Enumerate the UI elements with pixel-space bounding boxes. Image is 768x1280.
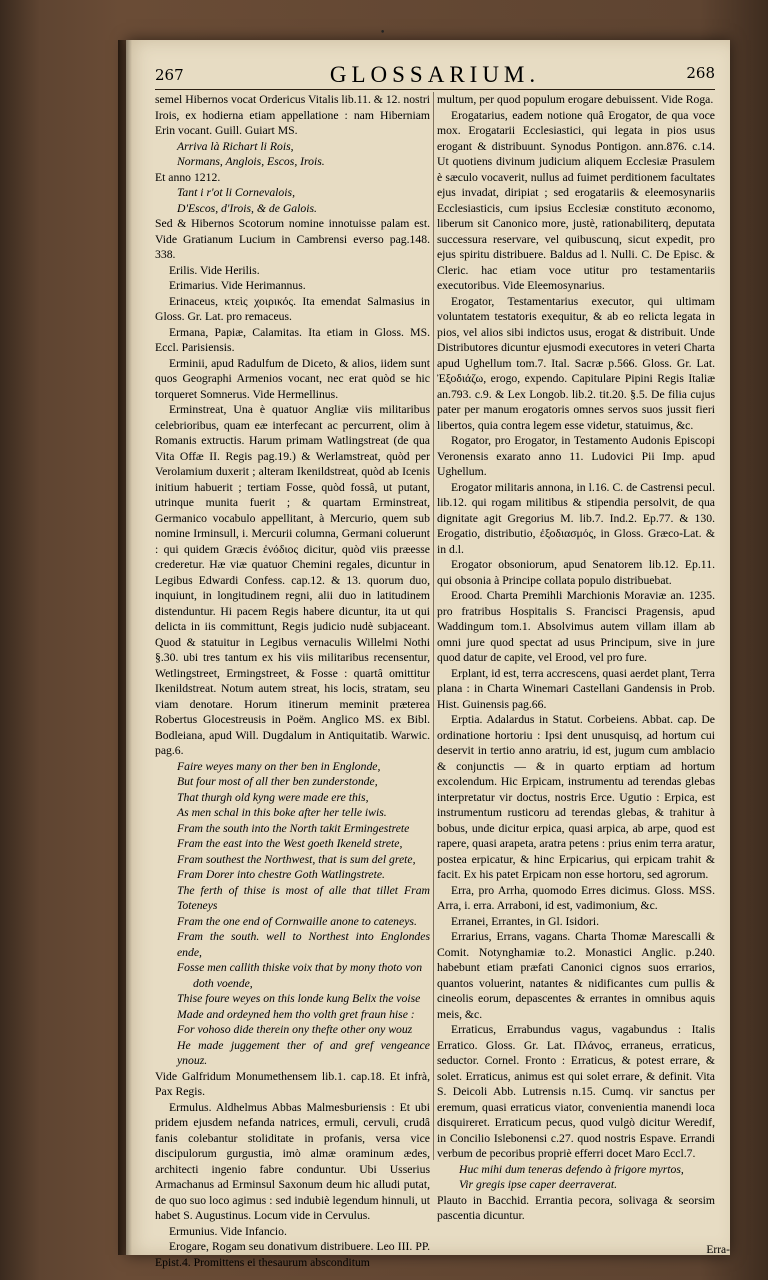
glossary-entry: Erplant, id est, terra accrescens, quasi aerdet plant, Terra plana : in Charta Winemari Castellani Gandensis in Prob. Hist. Guinensis pag.66.: [437, 666, 715, 711]
glossary-entry: Erminii, apud Radulfum de Diceto, & alios, iidem sunt quos Geographi Armenios vocant, nec erat quòd se hic torqueret Somnerus. Vide Hermellinus.: [155, 356, 430, 401]
glossary-entry: Errarius, Errans, vagans. Charta Thomæ Marescalli & Comit. Notynghamiæ to.2. Monastici Anglic. p.240. habebunt etiam præfati Canonici cignos suos errarios, quantos voluerint, natantes & nidificantes cum pullis & cineolis eorum, depascentes & errantes in omnibus aquis meis, &c.: [437, 930, 715, 1021]
text-paragraph: Et anno 1212.: [155, 170, 221, 184]
text-paragraph: Sed & Hibernos Scotorum nomine innotuisse palam est. Vide Gratianum Lucium in Cambrensi everso pag.148. 338.: [155, 217, 430, 261]
verse-line: Fram the south into the North takit Ermingestrete: [177, 821, 410, 835]
glossary-entry: Erra, pro Arrha, quomodo Erres dicimus. Gloss. MSS. Arra, i. erra. Arraboni, id est, vadimonium, &c.: [437, 883, 715, 912]
glossary-entry: Erogatarius, eadem notione quâ Erogator, de qua voce mox. Erogatarii Ecclesiastici, qui legata in pios usus erogant & distribuunt. Synodus Pontigon. ann.876. c.14. Ut quotiens divinum judicium aliquem Ecclesiæ Prasulem è sæculo vocaverit, nullus ad fuimet perditionem facultates ejus invadat, diripiat ; sed erogatariis & eleemosynariis Ecclesiasticis, cum ipsius Ecclesiæ constituto æconomo, liberum sit Canonico more, justè, rationabiliterq, deputata successura reservare, vel quibuscunq, sicut expedit, pro ejus spiritu distribuere. Baldus ad l. Nulli. C. De Episc. & Cleric. hac etiam voce utitur pro testamentariis executoribus. Vide Eleemosynarius.: [437, 108, 715, 292]
glossary-entry: Erptia. Adalardus in Statut. Corbeiens. Abbat. cap. De ordinatione hortoriu : Ipsi dent unusquisq, ad hortum cui deservit in tertio anno aratriu, id est, jugum cum amblacio & conjunctis — & in quarto erptiam ad hortum excolendum. Hic Erpicam, instrumentu ad terendas glebas interpretatur vir doctus, nostris Erce. Ugutio : Erpica, est instrumentum rusticoru ad terendas glebas, & trahitur à bobus, unde dicitur erpica, quasi arpica, ab arpe, quod est rapere, quasi arapeta, aratra petens : prius enim terra aratur, postea erpicatur, & hinc Erpicarius, qui erpicam trahit & facit. Ex his patet Erpicam non esse hortoru, sed agrorum.: [437, 713, 715, 881]
right-column: [437, 92, 715, 1224]
glossary-entry: Erogator militaris annona, in l.16. C. de Castrensi pecul. lib.12. qui rogam militibus & stipendia persolvit, de qua dignitate agit Gregorius M. lib.7. Ind.2. Ep.77. & 130. Erogatio, distributio, ἐξοδιασμός, in Gloss. Græco-Lat. & in d.l.: [437, 480, 715, 556]
glossary-entry: Erraticus, Errabundus vagus, vagabundus : Italis Erratico. Gloss. Gr. Lat. Πλάνος, erraneus, erraticus, seductor. Cornel. Fronto : Erraticus, & potest errare, & solet. Erraticus, animus est qui solet errare, & definit. Vita S. Deicoli Abb. Lutrensis n.15. Cumq. vir sanctus per eremum, quasi erraticus viator, convenientia manendi loca disquireret. Erraticum pecus, quod vulgò dicitur Weredif, in Concilio Islebonensi c.27. quod nostris Espave. Errandi verbum de pecoribus propriè efferri docet Maro Eccl.7.: [437, 1023, 715, 1160]
text-paragraph: semel Hibernos vocat Ordericus Vitalis lib.11. & 12. nostri Irois, ex hodierna etiam appellatione : nam Hiberniam Erin vocant. Guill. Guiart MS.: [155, 93, 430, 137]
verse-line: Huc mihi dum teneras defendo à frigore myrtos,: [459, 1162, 684, 1176]
text-paragraph: Vide Galfridum Monumethensem lib.1. cap.18. Et infrà, Pax Regis.: [155, 1069, 430, 1098]
verse-line: Faire weyes many on ther ben in Englonde,: [177, 759, 381, 773]
verse-line: Fram southest the Northwest, that is sum del grete,: [177, 852, 416, 866]
glossary-entry: Erood. Charta Premihli Marchionis Moraviæ an. 1235. pro fratribus Hospitalis S. Francisci Pragensis, apud Waddingum tom.1. Absolvimus autem villam illam ab omni jure quod spectat ad usus Principum, sive in jure quod datur de capite, vel Erood, vel pro fure.: [437, 589, 715, 664]
glossary-entry: Erinaceus, κτεὶς χοιρικός. Ita emendat Salmasius in Gloss. Gr. Lat. pro remaceus.: [155, 294, 430, 323]
verse-line: For vohoso dide therein ony thefte other ony wouz: [177, 1023, 413, 1036]
glossary-entry: Erimarius. Vide Herimannus.: [169, 279, 306, 292]
top-mark: •: [380, 28, 386, 38]
glossary-entry: Erogator obsoniorum, apud Senatorem lib.12. Ep.11. qui obsonia à Principe collata populo distribuebat.: [437, 558, 715, 587]
glossary-entry: Erranei, Errantes, in Gl. Isidori.: [451, 914, 599, 928]
verse-line: Fram the south. well to Northest into Englondes ende,: [177, 930, 430, 959]
verse-line: D'Escos, d'Irois, & de Galois.: [177, 201, 317, 215]
verse-line: Made and ordeyned hem tho volth gret fraun hise :: [177, 1007, 415, 1021]
glossary-entry: Ermulus. Aldhelmus Abbas Malmesburiensis : Et ubi pridem ejusdem nefanda natrices, ermuli, cervuli, crudâ fanis colebantur stoliditate in profanis, versa vice discipulorum gurgustia, imò almæ oraminum ædes, architecti ingenio fabre conduntur. Ubi Usserius Armachanus ad Erminsul Saxonum deum hic alludi putat, de quo suo loco agimus : sed indubiè legendum hinnuli, ut habet S. Augustinus. Locum vide in Cervulus.: [155, 1100, 430, 1222]
glossary-entry: Erminstreat, Una è quatuor Angliæ viis militaribus celebrioribus, quam eæ interfecant ac percurrent, olim à Romanis extructis. Harum primam Watlingstreat (de qua Vita Offæ II. Regis pag.19.) & Werlamstreat, quòd per Verolamium duxerit ; alteram Ikenildstreat, quòd ab Icenis initium habuerit ; tertiam Fosse, quòd fossâ, ut putant, utrinque munita fuerit ; & quartam Erminstreat, Germanico vocabulo appellitant, à Mercurio, quem sub nomine Irminsull, i. Mercurii columna, Germani coluerunt : qui quidem Græcis ἐνόδιος dicitur, quòd viis præesse crederetur. Hæ viæ quatuor Chemini regales, dicuntur in Legibus Edwardi Confess. cap.12. & 13. quorum duo, inquiunt, in longitudinem regni, alii duo in latitudinem distenduntur. Hi pacem Regis habere dicuntur, ita ut qui delicta in iis committunt, Regis judicio nudè subjaceant. Quod & statuitur in Legibus vernaculis Willelmi Nothi §.30. ubi tres tantum ex his viis militaribus recensentur, Wetlingstreet, Ermingstreet, & Fosse : quartâ omittitur Ikenildstreat. Notum autem streat, his locis, stratam, seu viam denotare. Horum itinerum meminit præterea Robertus Glocestreusis in Poëm. Anglico MS. ex Bibl. Bodleiana, apud Will. Dugdalum in Antiquitatib. Warwic. pag.6.: [155, 403, 430, 757]
verse-line: Normans, Anglois, Escos, Irois.: [177, 155, 325, 168]
verse-line: Fosse men callith thiske voix that by mony thoto von: [177, 961, 423, 974]
verse-line: Fram Dorer into chestre Goth Watlingstrete.: [177, 868, 385, 881]
verse-line: As men schal in this boke after her telle iwis.: [177, 806, 387, 819]
verse-line: The ferth of thise is most of alle that tillet Fram Toteneys: [177, 883, 430, 912]
verse-line: doth voende,: [193, 976, 253, 990]
column-divider: [433, 92, 434, 1160]
glossary-entry: Ermunius. Vide Infancio.: [169, 1224, 287, 1238]
verse-line: Arriva là Richart li Rois,: [177, 139, 294, 153]
text-paragraph: multum, per quod populum erogare debuissent. Vide Roga.: [437, 93, 714, 106]
verse-line: But four most of all ther ben zunderstonde,: [177, 775, 378, 788]
glossary-entry: Erogator, Testamentarius executor, qui ultimam voluntatem testatoris exequitur, & ab eo relicta legata in pios, vel alios sibi indictos usus, erogat & distribuit. Unde Distributores dicuntur ejusmodi executores in veteri Charta apud Ughellum tom.7. Ital. Sacræ p.566. Gloss. Gr. Lat. Ἐξοδιάζω, erogo, expendo. Capitulare Pipini Regis Italiæ an.793. c.9. & Lex Longob. lib.2. tit.20. §.5. De filia cujus pater per manum erogatoris omnes servos suos jussit fieri libertos, quia contra legem esse videtur, statuimus, &c.: [437, 294, 715, 432]
verse-line: That thurgh old kyng were made ere this,: [177, 790, 369, 804]
left-column: [155, 92, 430, 1270]
page-number-right: 268: [686, 64, 715, 82]
running-header: [155, 62, 715, 90]
verse-line: Tant i r'ot li Cornevalois,: [177, 186, 295, 199]
glossary-entry: Erogare, Rogam seu donativum distribuere. Leo III. PP. Epist.4. Promittens ei thesaurum absconditum: [155, 1240, 430, 1269]
glossary-entry: Ermana, Papiæ, Calamitas. Ita etiam in Gloss. MS. Eccl. Parisiensis.: [155, 325, 430, 354]
page-title: GLOSSARIUM.: [329, 62, 541, 87]
verse-line: Thise foure weyes on this londe kung Belix the voise: [177, 992, 421, 1005]
text-paragraph: Plauto in Bacchid. Errantia pecora, solivaga & seorsim pascentia dicuntur.: [437, 1193, 715, 1222]
gutter-shadow: [118, 40, 132, 1255]
verse-line: Vir gregis ipse caper deerraverat.: [459, 1178, 618, 1191]
verse-line: He made juggement ther of and gref vengeance ynouz.: [177, 1038, 430, 1067]
glossary-entry: Erilis. Vide Herilis.: [169, 263, 260, 277]
glossary-entry: Rogator, pro Erogator, in Testamento Audonis Episcopi Veronensis exarato anno 11. Ludovici Pii Imp. apud Ughellum.: [437, 434, 715, 478]
verse-line: Fram the one end of Cornwaille anone to cateneys.: [177, 914, 417, 928]
verse-line: Fram the east into the West goeth Ikeneld strete,: [177, 837, 403, 850]
catchword: Erra-: [706, 1244, 730, 1256]
header-rule: [155, 89, 715, 90]
page-number-left: 267: [155, 66, 184, 84]
